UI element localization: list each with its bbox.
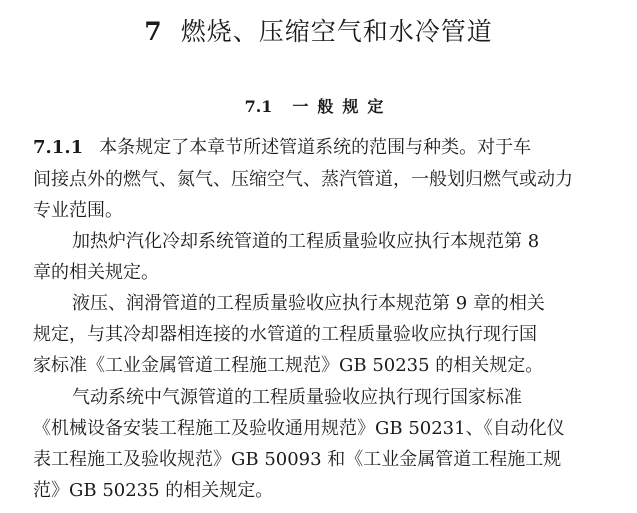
clause-line-1 xyxy=(33,136,531,160)
paragraph-3-line-3: 家标准《工业金属管道工程施工规范》GB 50235 的相关规定。 xyxy=(33,355,544,376)
section-title xyxy=(0,94,637,117)
section-title-text: 一般规定 xyxy=(292,97,393,116)
clause-line-3: 专业范围。 xyxy=(33,200,123,221)
paragraph-3-line-1: 液压、润滑管道的工程质量验收应执行本规范第 9 章的相关 xyxy=(72,293,545,314)
paragraph-4-line-1: 气动系统中气源管道的工程质量验收应执行现行国家标准 xyxy=(72,387,522,408)
section-number: 7.1 xyxy=(244,97,273,116)
paragraph-4-line-3: 表工程施工及验收规范》GB 50093 和《工业金属管道工程施工规 xyxy=(33,449,562,470)
clause-number: 7.1.1 xyxy=(33,137,84,158)
clause-line-2: 间接点外的燃气、氮气、压缩空气、蒸汽管道，一般划归燃气或动力 xyxy=(33,169,573,190)
paragraph-3-line-2: 规定，与其冷却器相连接的水管道的工程质量验收应执行现行国 xyxy=(33,324,537,345)
paragraph-2-line-1: 加热炉汽化冷却系统管道的工程质量验收应执行本规范第 8 xyxy=(72,231,540,252)
paragraph-2-line-2: 章的相关规定。 xyxy=(33,262,159,283)
chapter-title xyxy=(0,12,637,48)
clause-line-text: 本条规定了本章节所述管道系统的范围与种类。对于车 xyxy=(99,137,532,158)
paragraph-4-line-4: 范》GB 50235 的相关规定。 xyxy=(33,480,274,501)
chapter-title-text: 燃烧、压缩空气和水冷管道 xyxy=(180,17,493,46)
paragraph-4-line-2: 《机械设备安装工程施工及验收通用规范》GB 50231、《自动化仪 xyxy=(33,418,565,439)
chapter-number: 7 xyxy=(144,17,163,46)
